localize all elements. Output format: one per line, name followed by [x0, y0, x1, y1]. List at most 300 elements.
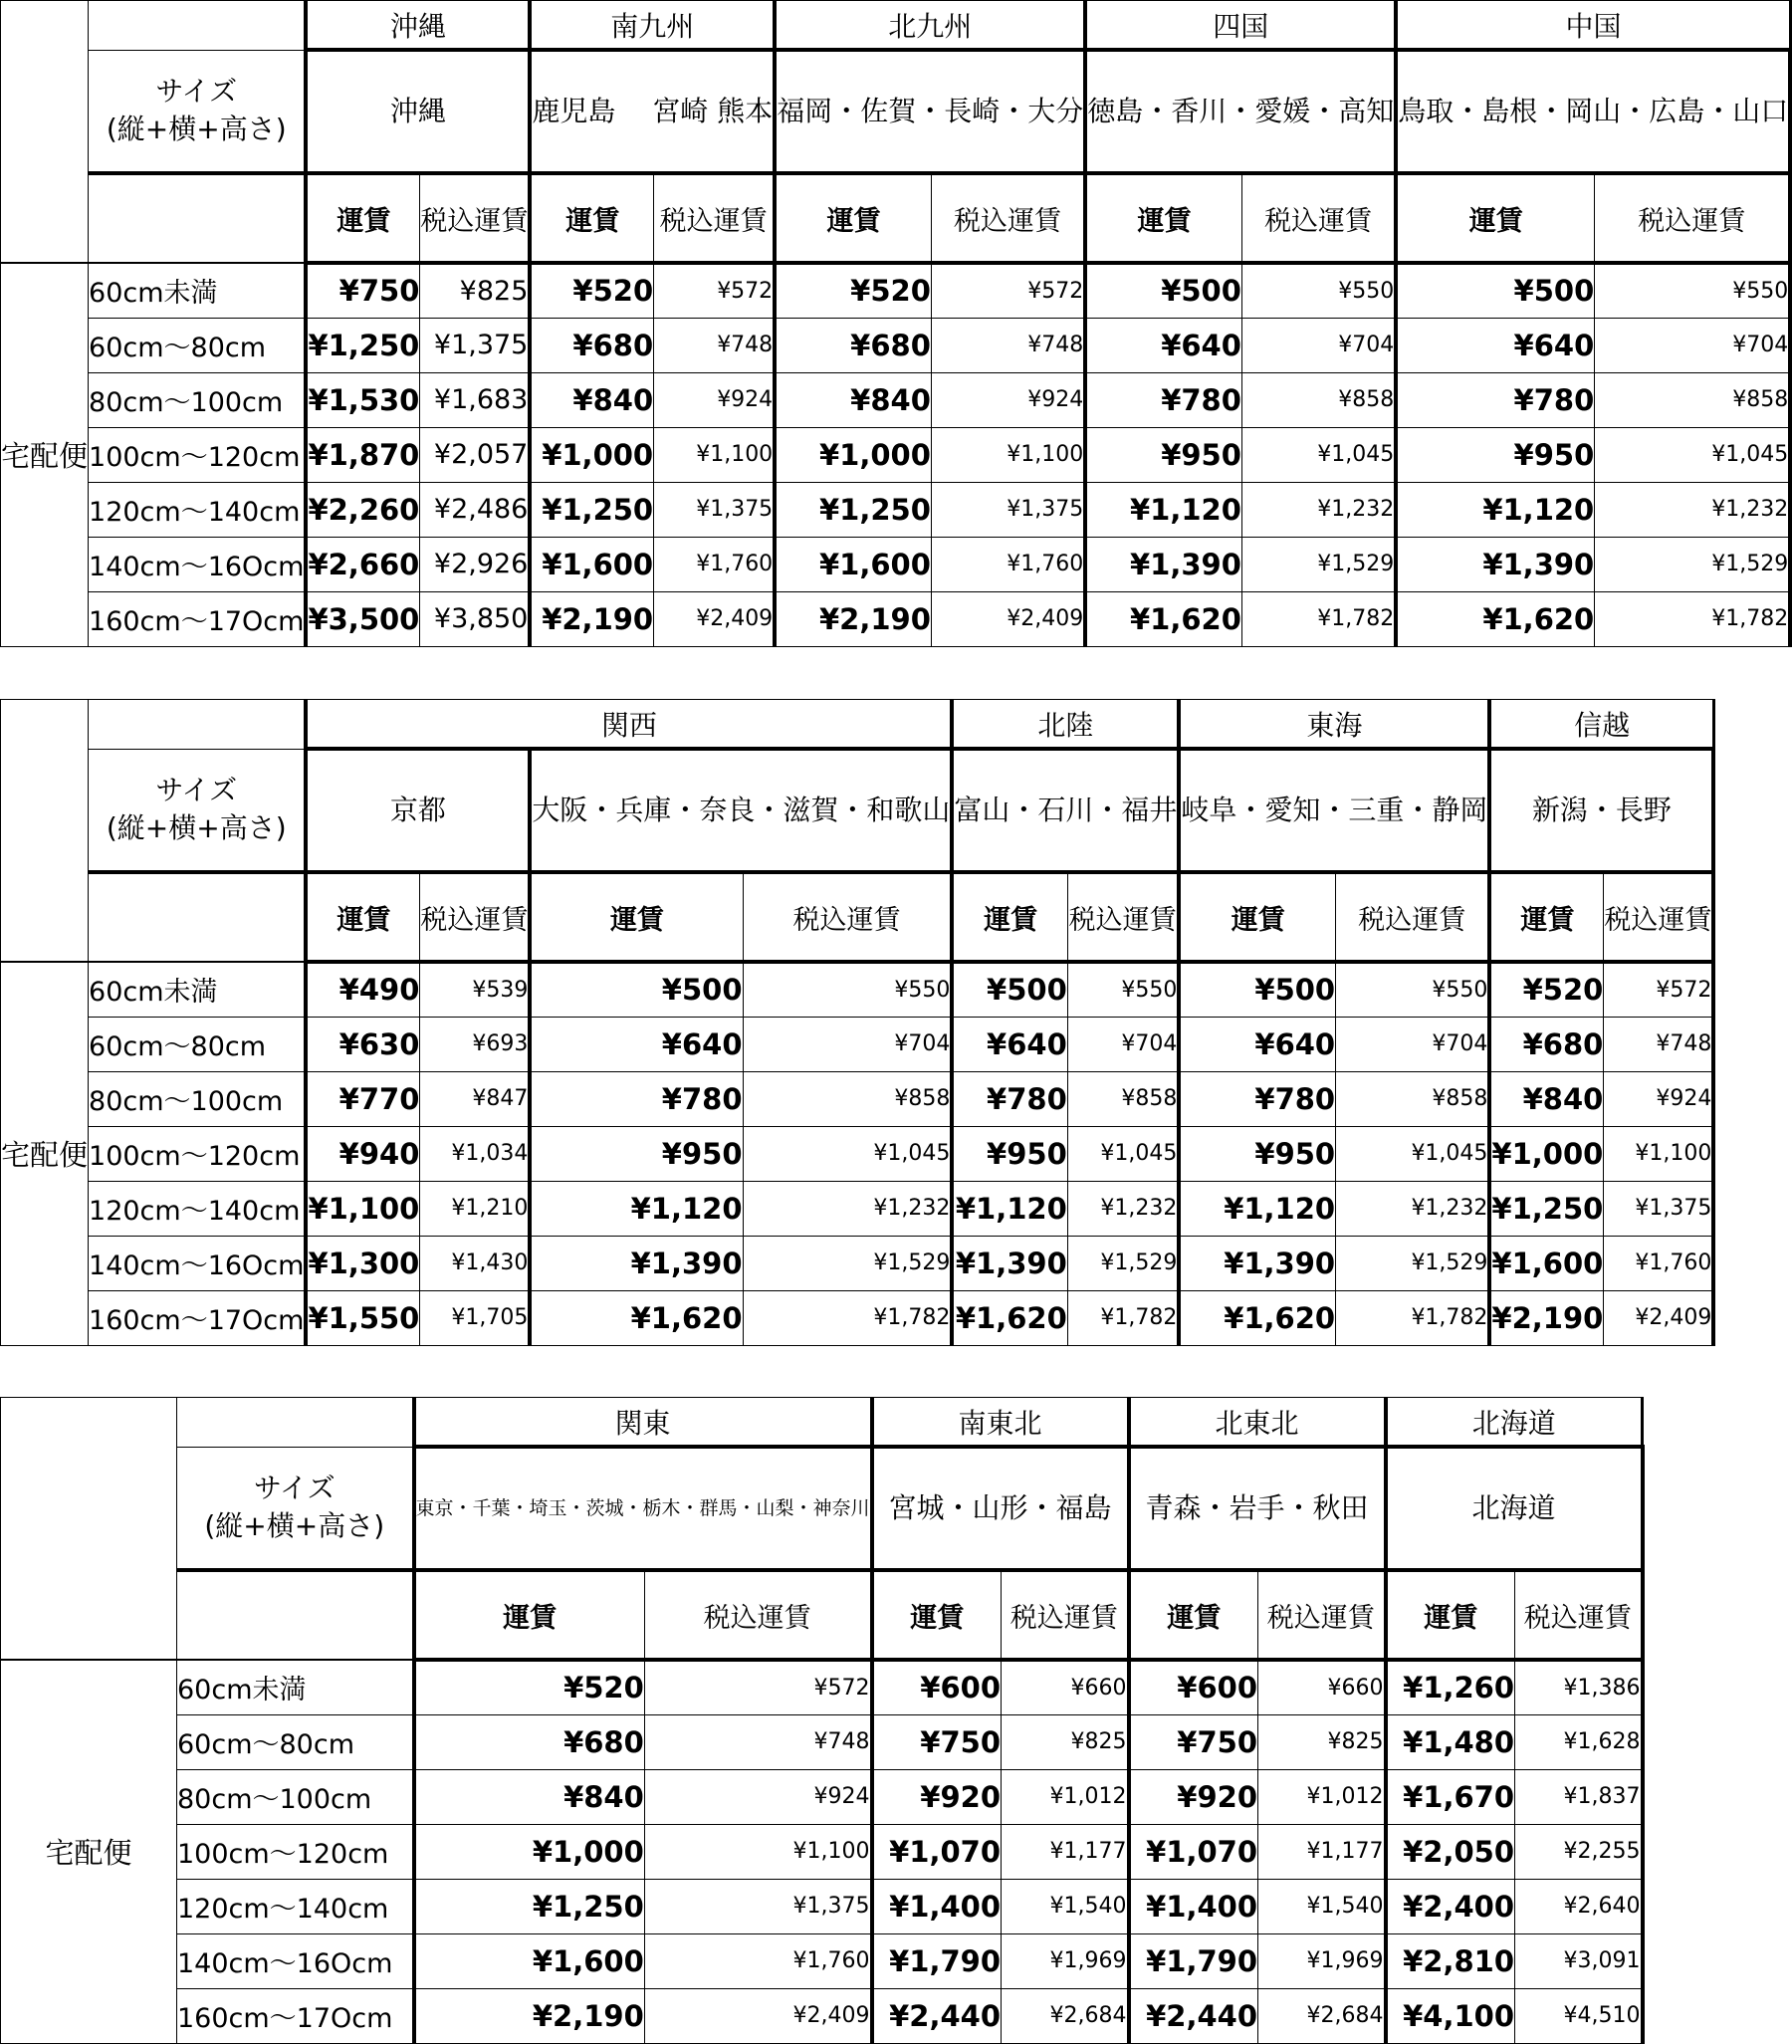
table-row [1, 1660, 1643, 1714]
taxed-fare-cell: ¥1,177 [1258, 1824, 1386, 1879]
taxed-fare-cell: ¥704 [1336, 1017, 1490, 1071]
table-row [1, 1017, 1714, 1071]
fare-cell: ¥1,620 [530, 1290, 743, 1345]
prefecture-list: 青森・岩手・秋田 [1129, 1447, 1386, 1570]
taxed-fare-cell: ¥1,760 [644, 1933, 871, 1988]
taxed-fare-cell: ¥1,375 [654, 482, 776, 537]
fare-cell: ¥500 [1396, 263, 1595, 318]
column-label-row [1, 872, 1714, 962]
taxed-fare-cell: ¥1,375 [420, 318, 531, 372]
taxed-fare-cell: ¥572 [644, 1660, 871, 1714]
region-name: 信越 [1489, 700, 1713, 750]
taxed-fare-cell: ¥1,760 [931, 537, 1085, 591]
fare-cell: ¥1,120 [530, 1181, 743, 1236]
fare-cell: ¥840 [775, 372, 931, 427]
corner-cell [1, 1398, 177, 1661]
size-range-label: 160cm～17Ocm [89, 1290, 307, 1345]
corner-cell [1, 700, 89, 963]
taxed-fare-cell: ¥1,045 [1595, 427, 1790, 482]
fare-cell: ¥1,620 [952, 1290, 1067, 1345]
prefecture-list: 岐阜・愛知・三重・静岡 [1179, 749, 1489, 872]
taxed-fare-cell: ¥2,057 [420, 427, 531, 482]
taxed-fare-cell: ¥2,926 [420, 537, 531, 591]
fare-cell: ¥920 [872, 1769, 1002, 1824]
fare-column-label: 運賃 [530, 173, 653, 263]
taxed-fare-cell: ¥825 [420, 263, 531, 318]
fare-column-label: 運賃 [1396, 173, 1595, 263]
fare-cell: ¥500 [1085, 263, 1241, 318]
fare-cell: ¥500 [1179, 962, 1335, 1017]
prefecture-list: 沖縄 [306, 50, 530, 173]
taxed-fare-cell: ¥858 [1595, 372, 1790, 427]
size-range-label: 60cm未満 [177, 1660, 414, 1714]
fare-cell: ¥2,190 [775, 591, 931, 646]
table-row [1, 372, 1791, 427]
taxed-fare-cell: ¥572 [931, 263, 1085, 318]
size-range-label: 140cm～16Ocm [177, 1933, 414, 1988]
fare-cell: ¥500 [952, 962, 1067, 1017]
fare-cell: ¥750 [872, 1714, 1002, 1769]
size-header-line2: (縦+横+高さ) [204, 1509, 385, 1543]
taxed-fare-cell: ¥1,760 [1604, 1236, 1714, 1290]
table-row [1, 1879, 1643, 1933]
fare-column-label: 運賃 [306, 173, 419, 263]
size-range-label: 80cm～100cm [89, 1071, 307, 1126]
taxed-fare-cell: ¥2,255 [1515, 1824, 1643, 1879]
fare-cell: ¥1,250 [530, 482, 653, 537]
taxed-fare-cell: ¥825 [1258, 1714, 1386, 1769]
taxed-fare-cell: ¥704 [1595, 318, 1790, 372]
fare-cell: ¥640 [1179, 1017, 1335, 1071]
taxed-fare-cell: ¥660 [1258, 1660, 1386, 1714]
fare-cell: ¥1,000 [775, 427, 931, 482]
rate-table [0, 0, 1792, 647]
taxed-fare-cell: ¥1,529 [743, 1236, 952, 1290]
taxed-fare-cell: ¥858 [1067, 1071, 1179, 1126]
fare-cell: ¥1,390 [530, 1236, 743, 1290]
fare-cell: ¥600 [872, 1660, 1002, 1714]
region-name: 北東北 [1129, 1398, 1386, 1448]
table-row [1, 1290, 1714, 1345]
fare-cell: ¥640 [952, 1017, 1067, 1071]
fare-cell: ¥780 [1396, 372, 1595, 427]
fare-cell: ¥1,480 [1386, 1714, 1515, 1769]
fare-cell: ¥1,390 [1396, 537, 1595, 591]
fare-cell: ¥2,190 [414, 1988, 645, 2043]
table-row [1, 1769, 1643, 1824]
taxed-fare-cell: ¥693 [420, 1017, 531, 1071]
fare-cell: ¥1,550 [306, 1290, 419, 1345]
fare-column-label: 運賃 [414, 1570, 645, 1660]
table-row [1, 1236, 1714, 1290]
taxed-fare-cell: ¥1,540 [1258, 1879, 1386, 1933]
fare-cell: ¥2,440 [872, 1988, 1002, 2043]
service-type: 宅配便 [1, 1660, 177, 2043]
taxed-fare-cell: ¥704 [1067, 1017, 1179, 1071]
taxed-fare-cell: ¥1,232 [743, 1181, 952, 1236]
size-range-label: 60cm～80cm [89, 1017, 307, 1071]
taxed-fare-cell: ¥1,529 [1336, 1236, 1490, 1290]
prefecture-list: 福岡・佐賀・長崎・大分 [775, 50, 1085, 173]
taxed-fare-cell: ¥1,045 [1336, 1126, 1490, 1181]
fare-cell: ¥1,250 [1489, 1181, 1603, 1236]
taxed-fare-column-label: 税込運賃 [1604, 872, 1714, 962]
taxed-fare-cell: ¥2,409 [931, 591, 1085, 646]
fare-column-label: 運賃 [952, 872, 1067, 962]
fare-cell: ¥1,250 [414, 1879, 645, 1933]
taxed-fare-cell: ¥1,782 [1067, 1290, 1179, 1345]
fare-cell: ¥1,000 [530, 427, 653, 482]
taxed-fare-cell: ¥1,232 [1336, 1181, 1490, 1236]
service-type: 宅配便 [1, 962, 89, 1345]
fare-cell: ¥520 [1489, 962, 1603, 1017]
taxed-fare-cell: ¥3,091 [1515, 1933, 1643, 1988]
fare-cell: ¥2,440 [1129, 1988, 1258, 2043]
taxed-fare-column-label: 税込運賃 [420, 173, 531, 263]
fare-cell: ¥1,070 [872, 1824, 1002, 1879]
taxed-fare-cell: ¥1,012 [1002, 1769, 1129, 1824]
fare-cell: ¥770 [306, 1071, 419, 1126]
taxed-fare-cell: ¥550 [1336, 962, 1490, 1017]
fare-cell: ¥640 [530, 1017, 743, 1071]
taxed-fare-cell: ¥1,969 [1002, 1933, 1129, 1988]
taxed-fare-column-label: 税込運賃 [420, 872, 531, 962]
fare-cell: ¥780 [1085, 372, 1241, 427]
taxed-fare-cell: ¥1,232 [1595, 482, 1790, 537]
taxed-fare-cell: ¥1,232 [1241, 482, 1396, 537]
prefecture-row [1, 1447, 1643, 1570]
fare-cell: ¥1,000 [414, 1824, 645, 1879]
fare-cell: ¥500 [530, 962, 743, 1017]
fare-cell: ¥2,190 [1489, 1290, 1603, 1345]
taxed-fare-cell: ¥825 [1002, 1714, 1129, 1769]
fare-cell: ¥520 [414, 1660, 645, 1714]
fare-cell: ¥1,620 [1179, 1290, 1335, 1345]
table-row [1, 263, 1791, 318]
size-range-label: 60cm未満 [89, 263, 307, 318]
fare-column-label: 運賃 [1129, 1570, 1258, 1660]
fare-cell: ¥840 [530, 372, 653, 427]
size-header-line2: (縦+横+高さ) [106, 113, 287, 146]
taxed-fare-cell: ¥1,100 [654, 427, 776, 482]
taxed-fare-cell: ¥3,850 [420, 591, 531, 646]
fare-cell: ¥600 [1129, 1660, 1258, 1714]
size-header-line1: サイズ [155, 774, 238, 807]
fare-cell: ¥2,190 [530, 591, 653, 646]
fare-cell: ¥1,400 [1129, 1879, 1258, 1933]
size-header-blank [89, 1, 307, 51]
taxed-fare-cell: ¥1,386 [1515, 1660, 1643, 1714]
taxed-fare-cell: ¥1,100 [644, 1824, 871, 1879]
fare-cell: ¥840 [1489, 1071, 1603, 1126]
prefecture-list: 富山・石川・福井 [952, 749, 1179, 872]
taxed-fare-column-label: 税込運賃 [1002, 1570, 1129, 1660]
size-range-label: 60cm未満 [89, 962, 307, 1017]
fare-cell: ¥950 [1179, 1126, 1335, 1181]
corner-cell [1, 1, 89, 264]
table-row [1, 1988, 1643, 2043]
size-header [89, 749, 307, 872]
table-row [1, 1714, 1643, 1769]
taxed-fare-cell: ¥1,034 [420, 1126, 531, 1181]
fare-cell: ¥940 [306, 1126, 419, 1181]
size-label-blank [177, 1570, 414, 1660]
size-header [177, 1447, 414, 1570]
size-range-label: 100cm～120cm [177, 1824, 414, 1879]
size-range-label: 120cm～140cm [89, 1181, 307, 1236]
region-name: 北九州 [775, 1, 1085, 51]
taxed-fare-cell: ¥2,409 [654, 591, 776, 646]
taxed-fare-cell: ¥924 [644, 1769, 871, 1824]
fare-cell: ¥950 [952, 1126, 1067, 1181]
table-row [1, 1933, 1643, 1988]
taxed-fare-cell: ¥1,705 [420, 1290, 531, 1345]
taxed-fare-cell: ¥1,760 [654, 537, 776, 591]
taxed-fare-cell: ¥1,012 [1258, 1769, 1386, 1824]
fare-cell: ¥3,500 [306, 591, 419, 646]
fare-cell: ¥950 [1396, 427, 1595, 482]
taxed-fare-cell: ¥858 [1241, 372, 1396, 427]
taxed-fare-cell: ¥924 [654, 372, 776, 427]
fare-cell: ¥1,600 [775, 537, 931, 591]
size-header-blank [177, 1398, 414, 1448]
taxed-fare-cell: ¥924 [1604, 1071, 1714, 1126]
fare-column-label: 運賃 [775, 173, 931, 263]
taxed-fare-column-label: 税込運賃 [743, 872, 952, 962]
fare-cell: ¥1,260 [1386, 1660, 1515, 1714]
fare-cell: ¥680 [414, 1714, 645, 1769]
fare-cell: ¥750 [1129, 1714, 1258, 1769]
rate-table [0, 699, 1715, 1346]
region-name: 北海道 [1386, 1398, 1643, 1448]
region-row [1, 1398, 1643, 1448]
service-type: 宅配便 [1, 263, 89, 646]
size-range-label: 100cm～120cm [89, 1126, 307, 1181]
taxed-fare-cell: ¥572 [1604, 962, 1714, 1017]
taxed-fare-column-label: 税込運賃 [1336, 872, 1490, 962]
table-row [1, 1071, 1714, 1126]
size-header [89, 50, 307, 173]
fare-cell: ¥950 [530, 1126, 743, 1181]
fare-cell: ¥1,120 [1396, 482, 1595, 537]
column-label-row [1, 1570, 1643, 1660]
region-name: 関西 [306, 700, 952, 750]
taxed-fare-cell: ¥1,100 [1604, 1126, 1714, 1181]
prefecture-list: 鹿児島 宮崎 熊本 [530, 50, 775, 173]
prefecture-list: 新潟・長野 [1489, 749, 1713, 872]
taxed-fare-cell: ¥1,529 [1595, 537, 1790, 591]
taxed-fare-cell: ¥660 [1002, 1660, 1129, 1714]
table-row [1, 482, 1791, 537]
region-row [1, 1, 1791, 51]
taxed-fare-cell: ¥550 [743, 962, 952, 1017]
table-row [1, 537, 1791, 591]
fare-cell: ¥2,660 [306, 537, 419, 591]
fare-cell: ¥2,260 [306, 482, 419, 537]
prefecture-list: 鳥取・島根・岡山・広島・山口 [1396, 50, 1790, 173]
fare-column-label: 運賃 [1085, 173, 1241, 263]
taxed-fare-column-label: 税込運賃 [1515, 1570, 1643, 1660]
size-header-line2: (縦+横+高さ) [106, 811, 287, 845]
size-range-label: 140cm～16Ocm [89, 1236, 307, 1290]
fare-column-label: 運賃 [530, 872, 743, 962]
size-range-label: 160cm～17Ocm [89, 591, 307, 646]
taxed-fare-cell: ¥2,684 [1258, 1988, 1386, 2043]
taxed-fare-cell: ¥858 [743, 1071, 952, 1126]
size-header-blank [89, 700, 307, 750]
fare-cell: ¥950 [1085, 427, 1241, 482]
taxed-fare-column-label: 税込運賃 [1067, 872, 1179, 962]
fare-cell: ¥680 [530, 318, 653, 372]
taxed-fare-cell: ¥847 [420, 1071, 531, 1126]
prefecture-list: 北海道 [1386, 1447, 1643, 1570]
taxed-fare-cell: ¥2,640 [1515, 1879, 1643, 1933]
fare-cell: ¥780 [530, 1071, 743, 1126]
taxed-fare-cell: ¥1,782 [1595, 591, 1790, 646]
fare-cell: ¥520 [775, 263, 931, 318]
fare-cell: ¥1,790 [1129, 1933, 1258, 1988]
size-header-line1: サイズ [155, 75, 238, 109]
fare-cell: ¥680 [1489, 1017, 1603, 1071]
taxed-fare-cell: ¥748 [1604, 1017, 1714, 1071]
taxed-fare-cell: ¥550 [1595, 263, 1790, 318]
fare-cell: ¥4,100 [1386, 1988, 1515, 2043]
fare-cell: ¥1,600 [530, 537, 653, 591]
taxed-fare-cell: ¥1,782 [743, 1290, 952, 1345]
fare-cell: ¥1,300 [306, 1236, 419, 1290]
fare-cell: ¥1,390 [1085, 537, 1241, 591]
prefecture-row [1, 749, 1714, 872]
table-row [1, 1824, 1643, 1879]
taxed-fare-cell: ¥1,045 [1067, 1126, 1179, 1181]
taxed-fare-column-label: 税込運賃 [644, 1570, 871, 1660]
size-header-line1: サイズ [253, 1472, 336, 1505]
size-range-label: 80cm～100cm [177, 1769, 414, 1824]
fare-cell: ¥1,620 [1085, 591, 1241, 646]
fare-cell: ¥1,070 [1129, 1824, 1258, 1879]
fare-cell: ¥780 [1179, 1071, 1335, 1126]
fare-cell: ¥1,120 [952, 1181, 1067, 1236]
taxed-fare-cell: ¥1,210 [420, 1181, 531, 1236]
size-range-label: 60cm～80cm [177, 1714, 414, 1769]
table-row [1, 962, 1714, 1017]
fare-cell: ¥520 [530, 263, 653, 318]
size-range-label: 80cm～100cm [89, 372, 307, 427]
taxed-fare-cell: ¥1,045 [743, 1126, 952, 1181]
taxed-fare-column-label: 税込運賃 [1258, 1570, 1386, 1660]
fare-cell: ¥1,120 [1085, 482, 1241, 537]
taxed-fare-cell: ¥550 [1241, 263, 1396, 318]
size-range-label: 120cm～140cm [177, 1879, 414, 1933]
size-range-label: 60cm～80cm [89, 318, 307, 372]
taxed-fare-cell: ¥858 [1336, 1071, 1490, 1126]
taxed-fare-cell: ¥1,782 [1241, 591, 1396, 646]
taxed-fare-cell: ¥1,529 [1241, 537, 1396, 591]
prefecture-list: 宮城・山形・福島 [872, 1447, 1129, 1570]
taxed-fare-cell: ¥1,045 [1241, 427, 1396, 482]
region-name: 中国 [1396, 1, 1790, 51]
fare-column-label: 運賃 [1179, 872, 1335, 962]
taxed-fare-column-label: 税込運賃 [1595, 173, 1790, 263]
size-range-label: 120cm～140cm [89, 482, 307, 537]
fare-cell: ¥1,620 [1396, 591, 1595, 646]
table-row [1, 591, 1791, 646]
fare-column-label: 運賃 [1489, 872, 1603, 962]
fare-cell: ¥1,400 [872, 1879, 1002, 1933]
fare-column-label: 運賃 [306, 872, 419, 962]
taxed-fare-cell: ¥539 [420, 962, 531, 1017]
taxed-fare-cell: ¥1,529 [1067, 1236, 1179, 1290]
taxed-fare-cell: ¥1,100 [931, 427, 1085, 482]
fare-cell: ¥630 [306, 1017, 419, 1071]
table-row [1, 1126, 1714, 1181]
taxed-fare-cell: ¥1,683 [420, 372, 531, 427]
taxed-fare-cell: ¥1,177 [1002, 1824, 1129, 1879]
taxed-fare-cell: ¥1,782 [1336, 1290, 1490, 1345]
taxed-fare-cell: ¥1,837 [1515, 1769, 1643, 1824]
fare-cell: ¥1,000 [1489, 1126, 1603, 1181]
region-name: 北陸 [952, 700, 1179, 750]
size-range-label: 160cm～17Ocm [177, 1988, 414, 2043]
prefecture-list: 大阪・兵庫・奈良・滋賀・和歌山 [530, 749, 952, 872]
size-range-label: 100cm～120cm [89, 427, 307, 482]
taxed-fare-column-label: 税込運賃 [931, 173, 1085, 263]
fare-cell: ¥1,250 [775, 482, 931, 537]
size-label-blank [89, 173, 307, 263]
fare-cell: ¥1,530 [306, 372, 419, 427]
taxed-fare-cell: ¥748 [644, 1714, 871, 1769]
taxed-fare-cell: ¥1,232 [1067, 1181, 1179, 1236]
rate-table [0, 1397, 1645, 2044]
fare-cell: ¥1,100 [306, 1181, 419, 1236]
taxed-fare-cell: ¥2,409 [644, 1988, 871, 2043]
taxed-fare-cell: ¥704 [1241, 318, 1396, 372]
region-name: 南東北 [872, 1398, 1129, 1448]
fare-cell: ¥2,810 [1386, 1933, 1515, 1988]
taxed-fare-cell: ¥1,375 [1604, 1181, 1714, 1236]
fare-cell: ¥1,390 [1179, 1236, 1335, 1290]
table-row [1, 1181, 1714, 1236]
taxed-fare-cell: ¥704 [743, 1017, 952, 1071]
region-name: 四国 [1085, 1, 1396, 51]
fare-cell: ¥1,670 [1386, 1769, 1515, 1824]
fare-column-label: 運賃 [1386, 1570, 1515, 1660]
fare-cell: ¥640 [1085, 318, 1241, 372]
fare-cell: ¥640 [1396, 318, 1595, 372]
region-name: 南九州 [530, 1, 775, 51]
prefecture-list: 東京・千葉・埼玉・茨城・栃木・群馬・山梨・神奈川 [414, 1447, 872, 1570]
fare-cell: ¥920 [1129, 1769, 1258, 1824]
size-range-label: 140cm～16Ocm [89, 537, 307, 591]
taxed-fare-cell: ¥1,375 [931, 482, 1085, 537]
taxed-fare-cell: ¥2,486 [420, 482, 531, 537]
prefecture-row [1, 50, 1791, 173]
table-row [1, 318, 1791, 372]
taxed-fare-cell: ¥2,684 [1002, 1988, 1129, 2043]
fare-cell: ¥2,400 [1386, 1879, 1515, 1933]
taxed-fare-cell: ¥4,510 [1515, 1988, 1643, 2043]
taxed-fare-cell: ¥2,409 [1604, 1290, 1714, 1345]
fare-cell: ¥1,870 [306, 427, 419, 482]
fare-cell: ¥1,250 [306, 318, 419, 372]
taxed-fare-cell: ¥572 [654, 263, 776, 318]
region-row [1, 700, 1714, 750]
fare-cell: ¥2,050 [1386, 1824, 1515, 1879]
taxed-fare-cell: ¥1,430 [420, 1236, 531, 1290]
column-label-row [1, 173, 1791, 263]
taxed-fare-cell: ¥1,969 [1258, 1933, 1386, 1988]
prefecture-list: 徳島・香川・愛媛・高知 [1085, 50, 1396, 173]
